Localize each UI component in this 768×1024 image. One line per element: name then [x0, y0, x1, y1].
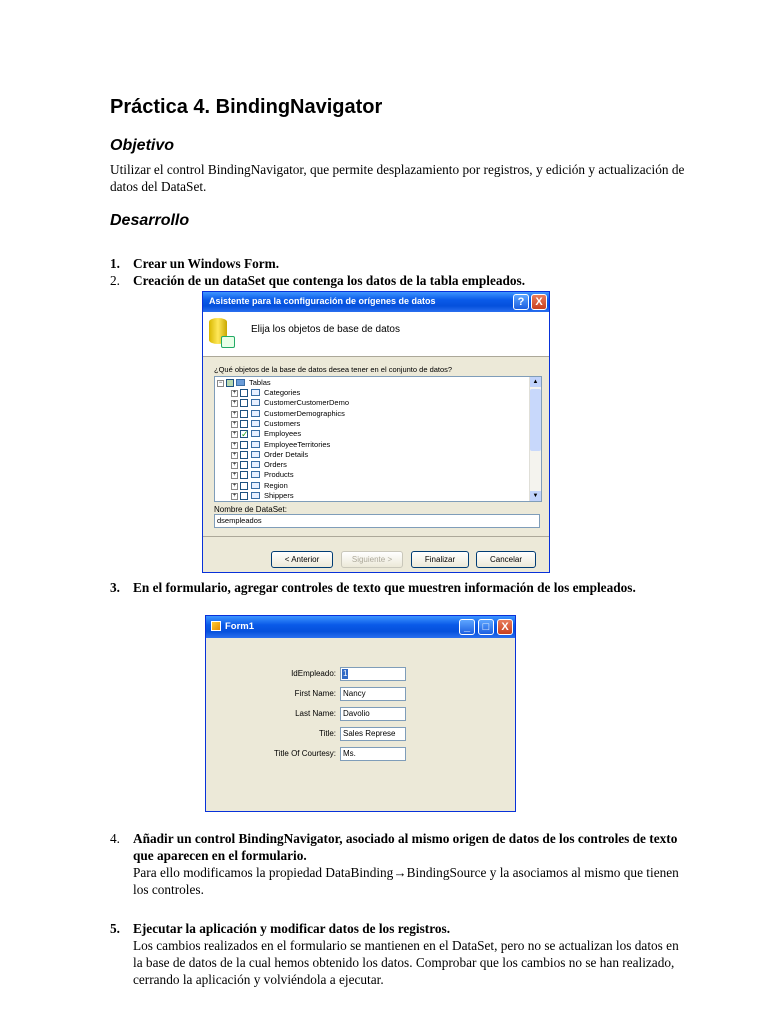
table-icon [251, 482, 260, 489]
expand-icon[interactable]: + [232, 410, 237, 417]
step-number: 4. [110, 831, 120, 846]
wizard-header-text: Elija los objetos de base de datos [251, 324, 400, 335]
close-button[interactable]: X [497, 619, 513, 635]
scroll-down-icon[interactable]: ▼ [530, 491, 541, 501]
tree-label: Region [264, 480, 288, 490]
checked-checkbox[interactable]: ✓ [241, 429, 249, 440]
step-text: En el formulario, agregar controles de texto que muestren información de los empleados. [133, 580, 636, 595]
step-text: Creación de un dataSet que contenga los datos de la tabla empleados. [133, 273, 526, 288]
tree-label: Orders [264, 460, 287, 470]
expand-icon[interactable]: + [232, 451, 237, 458]
selected-text: 1 [343, 669, 348, 678]
tree-label: Products [264, 470, 294, 480]
table-icon [251, 410, 260, 417]
text-field[interactable]: Davolio [340, 707, 406, 721]
expand-icon[interactable]: + [232, 400, 237, 407]
checkbox[interactable] [240, 482, 248, 490]
table-icon [251, 492, 260, 499]
table-icon [251, 399, 260, 406]
step-number: 3. [110, 580, 120, 595]
text-field[interactable]: Sales Represe [340, 727, 406, 741]
checkbox[interactable] [240, 461, 248, 469]
wizard-titlebar [203, 292, 549, 312]
step-detail: Los cambios realizados en el formulario se mantienen en el DataSet, pero no se actualizan los datos en la base de datos de la cual hemos obtenido los datos. Comprobar que los cambios no se han realizado, cerrando la aplicación y volviéndola a ejecutar. [133, 938, 679, 987]
checkbox[interactable] [240, 410, 248, 418]
checkbox[interactable] [240, 492, 248, 500]
checkbox[interactable] [240, 399, 248, 407]
minimize-button[interactable]: _ [459, 619, 475, 635]
back-button[interactable]: < Anterior [271, 551, 333, 568]
step-3 [110, 579, 690, 613]
table-icon [251, 451, 260, 458]
expand-icon[interactable]: + [232, 431, 237, 438]
step-text: Ejecutar la aplicación y modificar datos de los registros. [133, 921, 451, 936]
scroll-up-icon[interactable]: ▲ [530, 377, 541, 387]
field-label: Title: [318, 729, 336, 738]
text-field[interactable] [340, 667, 406, 681]
text-field[interactable]: Ms. [340, 747, 406, 761]
checkbox[interactable] [240, 389, 248, 397]
tree-label: Customers [264, 418, 301, 428]
form1-titlebar [206, 616, 515, 638]
expand-icon[interactable]: + [232, 482, 237, 489]
dataset-label: Nombre de DataSet: [214, 505, 287, 514]
step-4 [110, 830, 690, 900]
wizard-question: ¿Qué objetos de la base de datos desea tener en el conjunto de datos? [214, 365, 453, 374]
step-text: Crear un Windows Form. [133, 256, 280, 271]
finish-button[interactable]: Finalizar [411, 551, 469, 568]
form1-window [205, 615, 516, 812]
tree-label: Categories [264, 388, 301, 397]
expand-icon[interactable]: + [232, 420, 237, 427]
objects-tree[interactable] [214, 376, 542, 502]
checkbox[interactable] [240, 441, 248, 449]
objetivo-text: Utilizar el control BindingNavigator, que permite desplazamiento por registros, y edición y actualización de datos del DataSet. [110, 162, 685, 194]
tables-icon [236, 379, 245, 386]
cancel-button[interactable]: Cancelar [476, 551, 536, 568]
step-number: 1. [110, 256, 120, 271]
field-label: Last Name: [295, 709, 336, 718]
help-button[interactable]: ? [513, 294, 529, 310]
tree-label: CustomerDemographics [264, 408, 345, 418]
collapse-icon[interactable]: − [218, 380, 223, 386]
tree-label: Tablas [249, 378, 271, 387]
step-5 [110, 920, 690, 1010]
table-icon [251, 420, 260, 427]
close-button[interactable]: X [531, 294, 547, 310]
tree-label: Employees [264, 429, 302, 439]
database-icon [209, 318, 231, 348]
table-icon [251, 461, 260, 468]
scroll-thumb[interactable] [530, 389, 541, 451]
tree-label: Shippers [264, 491, 294, 500]
field-label: First Name: [294, 689, 336, 698]
desarrollo-heading: Desarrollo [110, 212, 190, 229]
expand-icon[interactable]: + [232, 472, 237, 479]
expand-icon[interactable]: + [232, 493, 237, 499]
step-number: 5. [110, 921, 120, 936]
table-icon [251, 389, 260, 396]
wizard-window [202, 291, 550, 573]
table-icon [251, 441, 260, 448]
tree-label: EmployeeTerritories [264, 439, 331, 449]
wizard-header [203, 312, 549, 357]
maximize-button[interactable]: □ [478, 619, 494, 635]
step-text: Añadir un control BindingNavigator, asociado al mismo origen de datos de los controles de texto que aparecen en el formulario. [133, 831, 678, 863]
form-icon [211, 621, 221, 631]
checkbox[interactable] [226, 379, 234, 387]
dataset-name-input[interactable]: dsempleados [214, 514, 540, 528]
next-button: Siguiente > [341, 551, 403, 568]
field-label: IdEmpleado: [291, 669, 336, 678]
checkbox[interactable] [240, 420, 248, 428]
expand-icon[interactable]: + [232, 462, 237, 469]
step-detail: Para ello modificamos la propiedad DataBinding→BindingSource y la asociamos al mismo que tienen los controles. [133, 865, 679, 897]
text-field[interactable]: Nancy [340, 687, 406, 701]
form1-title: Form1 [225, 621, 255, 632]
tree-label: Order Details [264, 449, 309, 459]
table-icon [251, 430, 260, 437]
expand-icon[interactable]: + [232, 390, 237, 396]
wizard-title: Asistente para la configuración de orígenes de datos [209, 296, 436, 306]
expand-icon[interactable]: + [232, 441, 237, 448]
field-label: Title Of Courtesy: [274, 749, 336, 758]
page-title: Práctica 4. BindingNavigator [110, 96, 383, 118]
tree-label: CustomerCustomerDemo [264, 398, 350, 408]
checkbox[interactable] [240, 471, 248, 479]
step-number: 2. [110, 273, 120, 288]
checkbox[interactable] [240, 451, 248, 459]
table-icon [251, 471, 260, 478]
tree-scrollbar[interactable] [529, 377, 541, 501]
objetivo-heading: Objetivo [110, 137, 175, 154]
